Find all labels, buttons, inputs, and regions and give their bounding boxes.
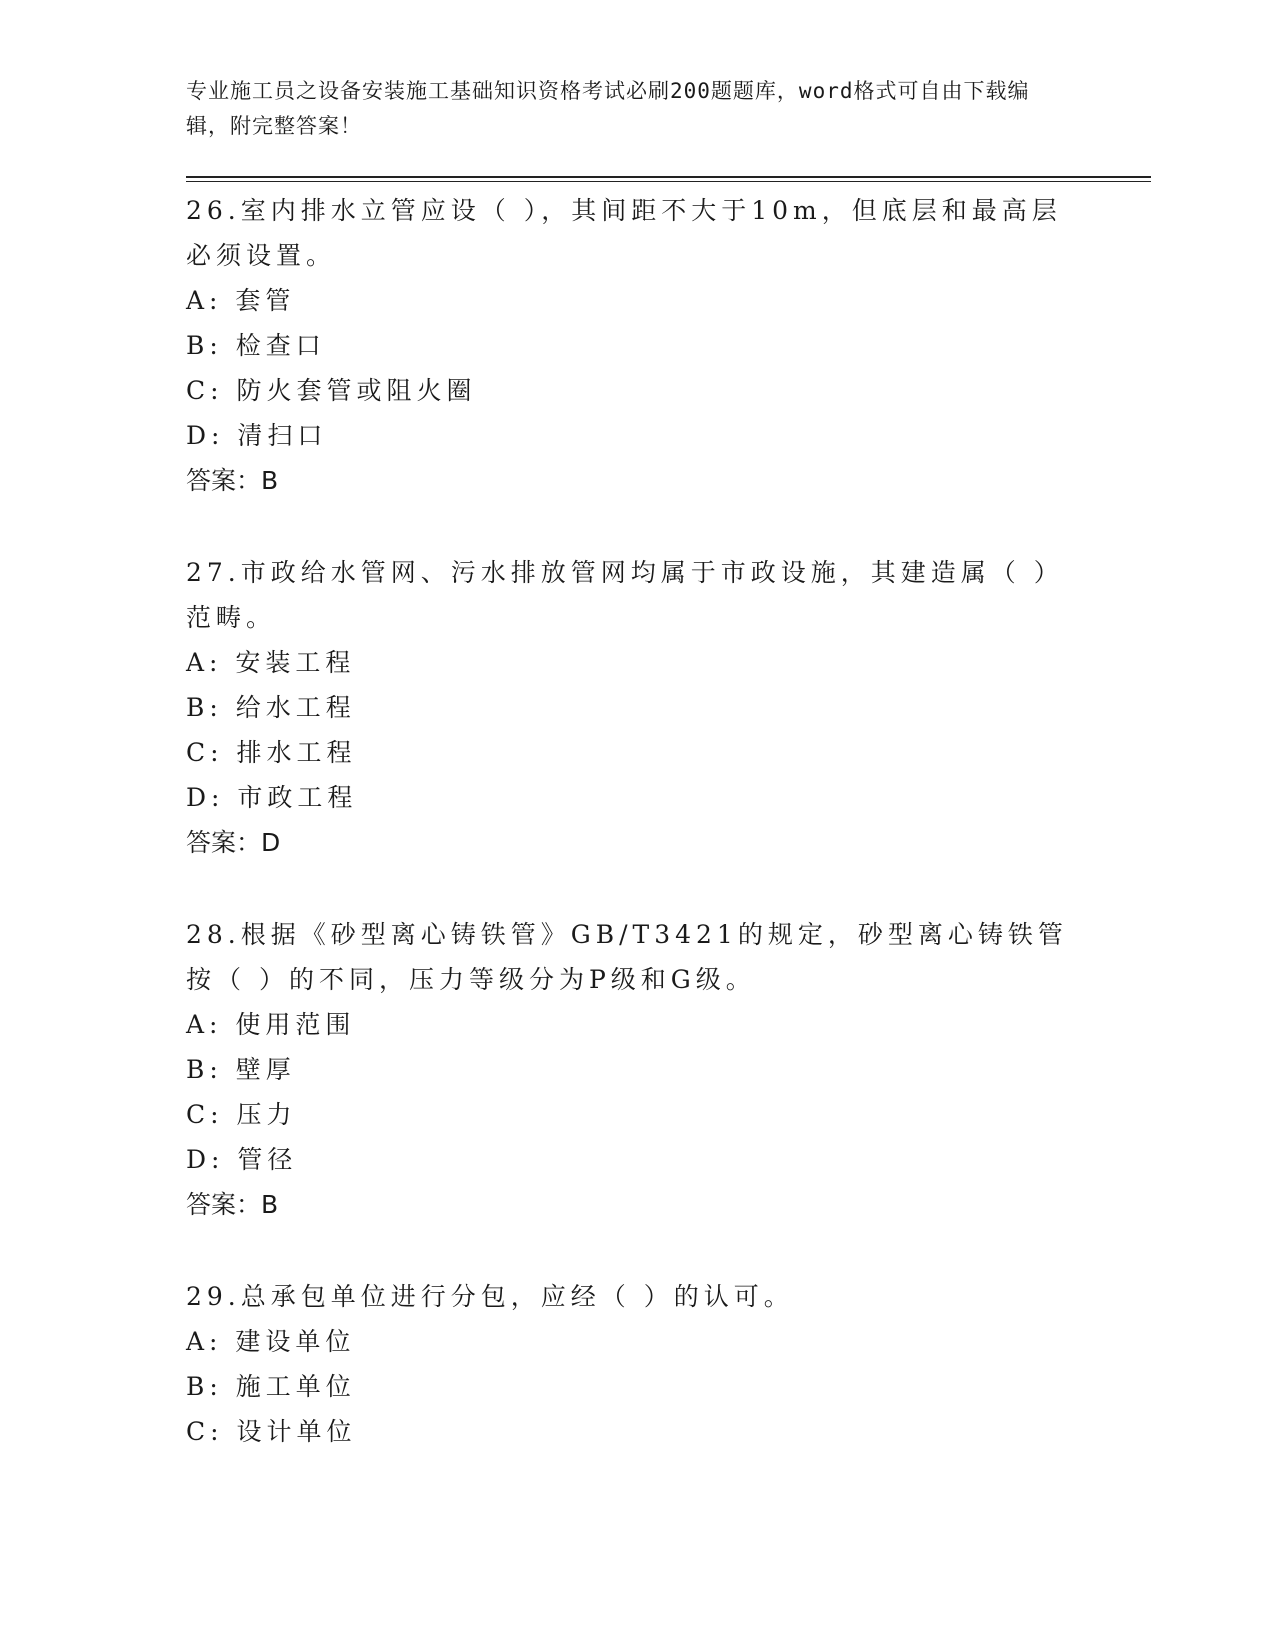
option-b: B: 施工单位 <box>186 1372 356 1401</box>
option-d: D: 市政工程 <box>186 783 358 812</box>
header-divider <box>186 176 1151 178</box>
option-a: A: 建设单位 <box>186 1327 356 1356</box>
question-29 <box>186 1274 1086 1454</box>
question-27 <box>186 550 1086 865</box>
question-text: 29.总承包单位进行分包，应经（ ）的认可。 <box>186 1282 794 1311</box>
answer: 答案：D <box>186 828 281 857</box>
option-b: B: 壁厚 <box>186 1055 296 1084</box>
answer: 答案：B <box>186 466 279 495</box>
question-text: 28.根据《砂型离心铸铁管》GB/T3421的规定，砂型离心铸铁管按（ ）的不同，压力等级分为P级和G级。 <box>186 920 1068 994</box>
header-divider-thin <box>186 181 1151 182</box>
answer: 答案：B <box>186 1190 279 1219</box>
option-d: D: 清扫口 <box>186 421 328 450</box>
option-a: A: 安装工程 <box>186 648 356 677</box>
option-c: C: 压力 <box>186 1100 297 1129</box>
option-a: A: 使用范围 <box>186 1010 356 1039</box>
option-b: B: 检查口 <box>186 331 326 360</box>
option-c: C: 设计单位 <box>186 1417 357 1446</box>
option-a: A: 套管 <box>186 286 296 315</box>
question-26 <box>186 188 1086 503</box>
question-text: 26.室内排水立管应设（ ），其间距不大于10m，但底层和最高层必须设置。 <box>186 196 1062 270</box>
question-28 <box>186 912 1086 1227</box>
option-c: C: 排水工程 <box>186 738 357 767</box>
option-b: B: 给水工程 <box>186 693 356 722</box>
question-text: 27.市政给水管网、污水排放管网均属于市政设施，其建造属（ ）范畴。 <box>186 558 1064 632</box>
option-c: C: 防火套管或阻火圈 <box>186 376 477 405</box>
option-d: D: 管径 <box>186 1145 298 1174</box>
document-header: 专业施工员之设备安装施工基础知识资格考试必刷200题题库，word格式可自由下载编辑，附完整答案！ <box>186 79 1030 138</box>
